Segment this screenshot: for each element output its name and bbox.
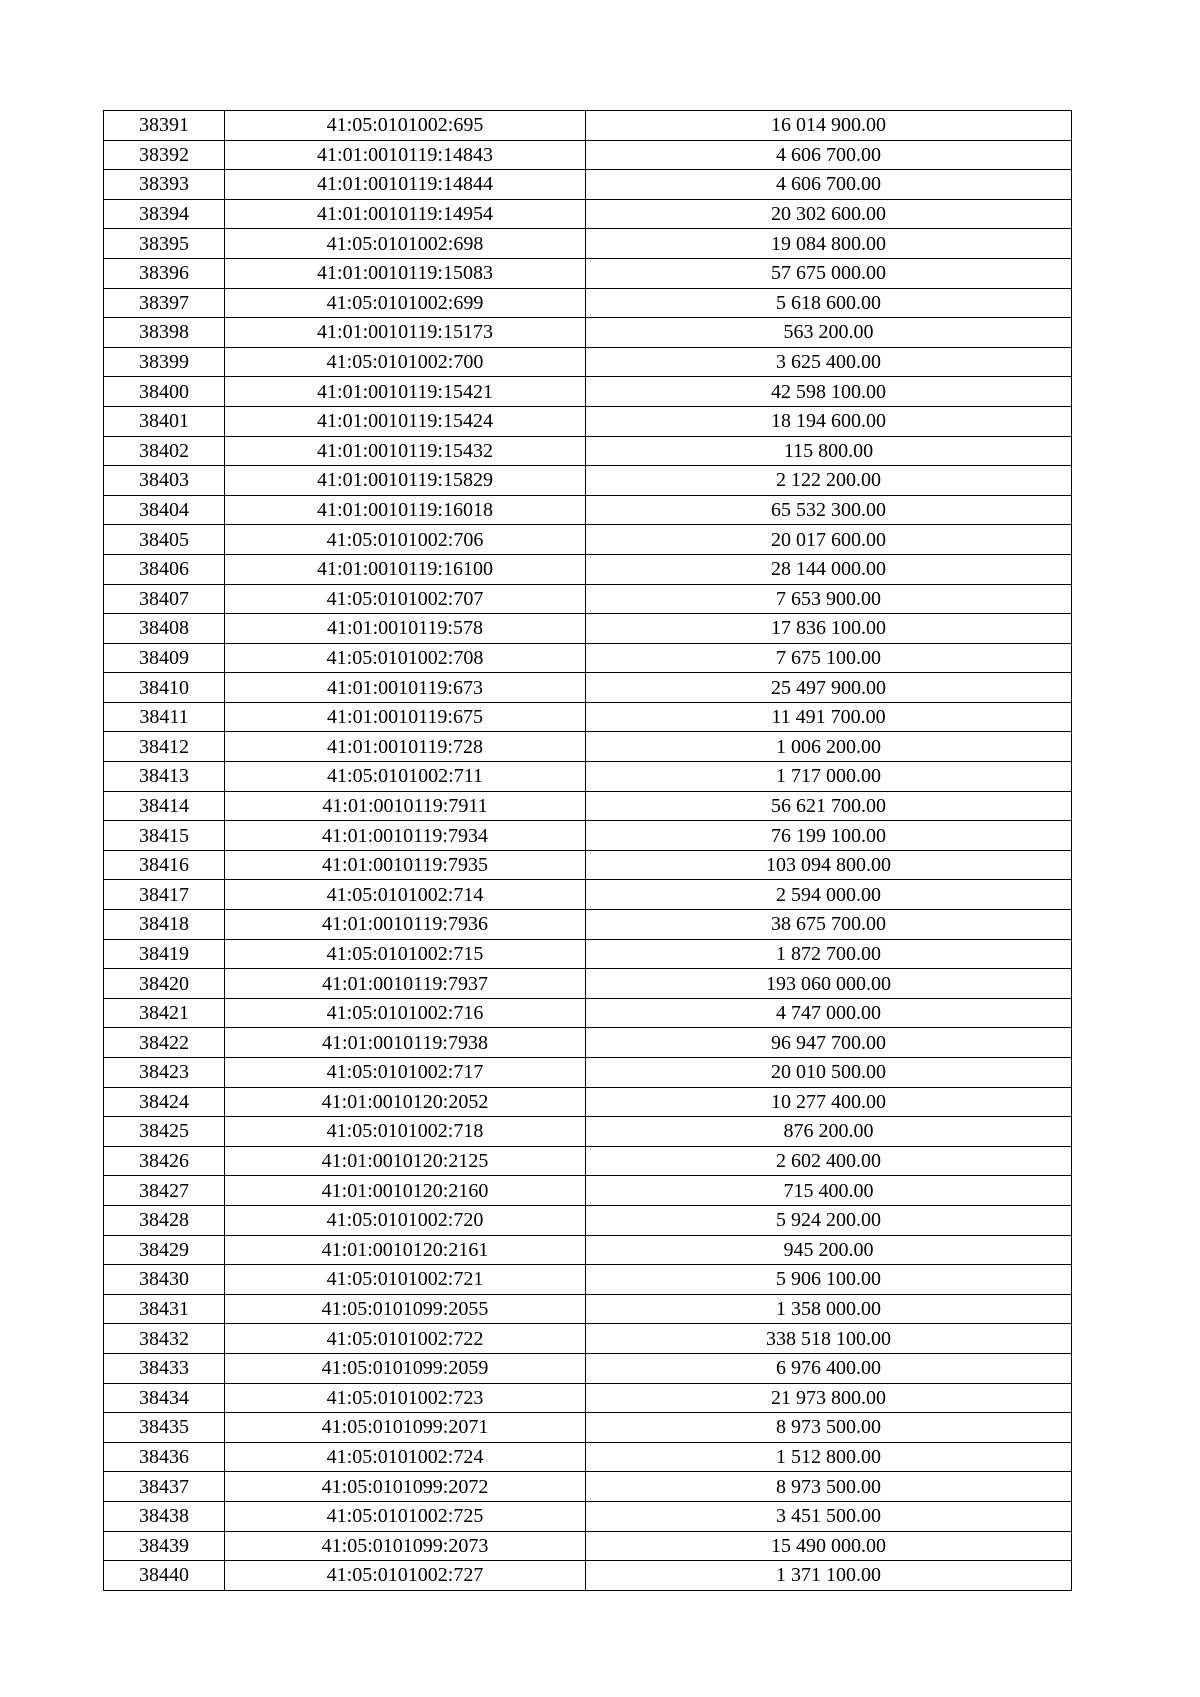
row-number-cell: 38428: [104, 1205, 225, 1235]
cadastral-value-cell: 338 518 100.00: [586, 1324, 1072, 1354]
cadastral-value-cell: 2 594 000.00: [586, 880, 1072, 910]
cadastral-value-cell: 16 014 900.00: [586, 111, 1072, 141]
cadastral-number-cell: 41:01:0010119:15421: [225, 377, 586, 407]
cadastral-value-cell: 38 675 700.00: [586, 910, 1072, 940]
cadastral-value-cell: 15 490 000.00: [586, 1531, 1072, 1561]
table-row: [104, 466, 1072, 496]
row-number-cell: 38425: [104, 1117, 225, 1147]
cadastral-value-cell: 115 800.00: [586, 436, 1072, 466]
cadastral-value-cell: 57 675 000.00: [586, 258, 1072, 288]
cadastral-number-cell: 41:01:0010119:15173: [225, 318, 586, 348]
table-row: [104, 1294, 1072, 1324]
cadastral-value-cell: 8 973 500.00: [586, 1413, 1072, 1443]
cadastral-value-cell: 7 653 900.00: [586, 584, 1072, 614]
row-number-cell: 38402: [104, 436, 225, 466]
cadastral-value-cell: 3 451 500.00: [586, 1501, 1072, 1531]
row-number-cell: 38437: [104, 1472, 225, 1502]
cadastral-value-cell: 56 621 700.00: [586, 791, 1072, 821]
cadastral-number-cell: 41:01:0010119:15083: [225, 258, 586, 288]
row-number-cell: 38409: [104, 643, 225, 673]
table-row: [104, 377, 1072, 407]
cadastral-number-cell: 41:01:0010119:7937: [225, 969, 586, 999]
cadastral-number-cell: 41:01:0010120:2052: [225, 1087, 586, 1117]
table-row: [104, 910, 1072, 940]
cadastral-value-cell: 8 973 500.00: [586, 1472, 1072, 1502]
cadastral-value-cell: 65 532 300.00: [586, 495, 1072, 525]
cadastral-number-cell: 41:01:0010119:675: [225, 702, 586, 732]
row-number-cell: 38412: [104, 732, 225, 762]
table-row: [104, 673, 1072, 703]
cadastral-number-cell: 41:05:0101002:708: [225, 643, 586, 673]
cadastral-number-cell: 41:05:0101002:720: [225, 1205, 586, 1235]
cadastral-value-cell: 42 598 100.00: [586, 377, 1072, 407]
cadastral-value-cell: 11 491 700.00: [586, 702, 1072, 732]
table-row: [104, 969, 1072, 999]
cadastral-number-cell: 41:05:0101002:718: [225, 1117, 586, 1147]
row-number-cell: 38416: [104, 850, 225, 880]
row-number-cell: 38436: [104, 1442, 225, 1472]
cadastral-number-cell: 41:05:0101002:727: [225, 1561, 586, 1591]
table-row: [104, 1176, 1072, 1206]
table-row: [104, 1472, 1072, 1502]
row-number-cell: 38440: [104, 1561, 225, 1591]
row-number-cell: 38414: [104, 791, 225, 821]
cadastral-number-cell: 41:01:0010119:15424: [225, 406, 586, 436]
cadastral-number-cell: 41:01:0010119:673: [225, 673, 586, 703]
cadastral-number-cell: 41:01:0010119:15432: [225, 436, 586, 466]
table-row: [104, 643, 1072, 673]
table-row: [104, 614, 1072, 644]
table-row: [104, 1324, 1072, 1354]
cadastral-number-cell: 41:05:0101002:715: [225, 939, 586, 969]
row-number-cell: 38422: [104, 1028, 225, 1058]
table-row: [104, 1265, 1072, 1295]
cadastral-value-cell: 5 924 200.00: [586, 1205, 1072, 1235]
row-number-cell: 38396: [104, 258, 225, 288]
row-number-cell: 38423: [104, 1058, 225, 1088]
table-row: [104, 258, 1072, 288]
table-row: [104, 762, 1072, 792]
row-number-cell: 38411: [104, 702, 225, 732]
row-number-cell: 38408: [104, 614, 225, 644]
table-row: [104, 1205, 1072, 1235]
cadastral-value-cell: 19 084 800.00: [586, 229, 1072, 259]
cadastral-value-cell: 6 976 400.00: [586, 1353, 1072, 1383]
row-number-cell: 38418: [104, 910, 225, 940]
cadastral-number-cell: 41:01:0010120:2161: [225, 1235, 586, 1265]
cadastral-value-cell: 7 675 100.00: [586, 643, 1072, 673]
row-number-cell: 38398: [104, 318, 225, 348]
cadastral-number-cell: 41:01:0010119:578: [225, 614, 586, 644]
table-row: [104, 1413, 1072, 1443]
cadastral-value-cell: 1 512 800.00: [586, 1442, 1072, 1472]
row-number-cell: 38433: [104, 1353, 225, 1383]
row-number-cell: 38406: [104, 554, 225, 584]
table-row: [104, 1383, 1072, 1413]
row-number-cell: 38401: [104, 406, 225, 436]
cadastral-number-cell: 41:01:0010119:15829: [225, 466, 586, 496]
table-row: [104, 1235, 1072, 1265]
row-number-cell: 38439: [104, 1531, 225, 1561]
cadastral-value-table: [103, 110, 1072, 1591]
table-row: [104, 170, 1072, 200]
cadastral-number-cell: 41:05:0101002:695: [225, 111, 586, 141]
row-number-cell: 38410: [104, 673, 225, 703]
table-row: [104, 140, 1072, 170]
cadastral-value-cell: 1 358 000.00: [586, 1294, 1072, 1324]
table-row: [104, 436, 1072, 466]
cadastral-number-cell: 41:05:0101002:722: [225, 1324, 586, 1354]
row-number-cell: 38415: [104, 821, 225, 851]
cadastral-value-cell: 3 625 400.00: [586, 347, 1072, 377]
table-row: [104, 702, 1072, 732]
table-row: [104, 939, 1072, 969]
row-number-cell: 38404: [104, 495, 225, 525]
table-row: [104, 525, 1072, 555]
row-number-cell: 38407: [104, 584, 225, 614]
cadastral-value-cell: 17 836 100.00: [586, 614, 1072, 644]
row-number-cell: 38420: [104, 969, 225, 999]
cadastral-number-cell: 41:01:0010119:16018: [225, 495, 586, 525]
table-row: [104, 1058, 1072, 1088]
table-row: [104, 1442, 1072, 1472]
row-number-cell: 38427: [104, 1176, 225, 1206]
cadastral-value-cell: 1 717 000.00: [586, 762, 1072, 792]
table-row: [104, 1087, 1072, 1117]
cadastral-number-cell: 41:05:0101002:714: [225, 880, 586, 910]
cadastral-value-cell: 1 872 700.00: [586, 939, 1072, 969]
row-number-cell: 38430: [104, 1265, 225, 1295]
row-number-cell: 38421: [104, 998, 225, 1028]
cadastral-number-cell: 41:05:0101002:700: [225, 347, 586, 377]
row-number-cell: 38394: [104, 199, 225, 229]
cadastral-number-cell: 41:05:0101002:725: [225, 1501, 586, 1531]
table-row: [104, 495, 1072, 525]
cadastral-number-cell: 41:01:0010119:7938: [225, 1028, 586, 1058]
cadastral-number-cell: 41:05:0101099:2071: [225, 1413, 586, 1443]
cadastral-number-cell: 41:01:0010119:16100: [225, 554, 586, 584]
cadastral-number-cell: 41:05:0101002:707: [225, 584, 586, 614]
cadastral-number-cell: 41:01:0010120:2125: [225, 1146, 586, 1176]
cadastral-number-cell: 41:05:0101002:711: [225, 762, 586, 792]
cadastral-value-cell: 4 747 000.00: [586, 998, 1072, 1028]
row-number-cell: 38397: [104, 288, 225, 318]
row-number-cell: 38419: [104, 939, 225, 969]
cadastral-value-cell: 18 194 600.00: [586, 406, 1072, 436]
cadastral-value-cell: 5 618 600.00: [586, 288, 1072, 318]
cadastral-number-cell: 41:05:0101099:2072: [225, 1472, 586, 1502]
cadastral-number-cell: 41:01:0010119:7936: [225, 910, 586, 940]
row-number-cell: 38426: [104, 1146, 225, 1176]
cadastral-value-cell: 876 200.00: [586, 1117, 1072, 1147]
cadastral-value-cell: 715 400.00: [586, 1176, 1072, 1206]
table-row: [104, 554, 1072, 584]
cadastral-value-cell: 1 371 100.00: [586, 1561, 1072, 1591]
cadastral-value-cell: 103 094 800.00: [586, 850, 1072, 880]
table-row: [104, 288, 1072, 318]
table-row: [104, 199, 1072, 229]
table-row: [104, 229, 1072, 259]
cadastral-number-cell: 41:05:0101099:2059: [225, 1353, 586, 1383]
row-number-cell: 38424: [104, 1087, 225, 1117]
table-body: [104, 111, 1072, 1591]
table-row: [104, 850, 1072, 880]
table-row: [104, 347, 1072, 377]
row-number-cell: 38399: [104, 347, 225, 377]
cadastral-number-cell: 41:05:0101099:2073: [225, 1531, 586, 1561]
cadastral-value-cell: 2 122 200.00: [586, 466, 1072, 496]
table-row: [104, 1028, 1072, 1058]
row-number-cell: 38395: [104, 229, 225, 259]
cadastral-number-cell: 41:05:0101002:717: [225, 1058, 586, 1088]
row-number-cell: 38432: [104, 1324, 225, 1354]
cadastral-number-cell: 41:05:0101002:698: [225, 229, 586, 259]
cadastral-value-cell: 2 602 400.00: [586, 1146, 1072, 1176]
cadastral-number-cell: 41:01:0010119:14843: [225, 140, 586, 170]
table-row: [104, 1561, 1072, 1591]
row-number-cell: 38429: [104, 1235, 225, 1265]
cadastral-value-cell: 563 200.00: [586, 318, 1072, 348]
cadastral-value-cell: 25 497 900.00: [586, 673, 1072, 703]
cadastral-number-cell: 41:05:0101002:716: [225, 998, 586, 1028]
table-row: [104, 111, 1072, 141]
row-number-cell: 38400: [104, 377, 225, 407]
row-number-cell: 38392: [104, 140, 225, 170]
cadastral-value-cell: 96 947 700.00: [586, 1028, 1072, 1058]
cadastral-number-cell: 41:01:0010120:2160: [225, 1176, 586, 1206]
cadastral-value-cell: 5 906 100.00: [586, 1265, 1072, 1295]
row-number-cell: 38434: [104, 1383, 225, 1413]
table-row: [104, 1353, 1072, 1383]
table-row: [104, 880, 1072, 910]
row-number-cell: 38413: [104, 762, 225, 792]
row-number-cell: 38438: [104, 1501, 225, 1531]
cadastral-number-cell: 41:05:0101002:724: [225, 1442, 586, 1472]
cadastral-value-cell: 10 277 400.00: [586, 1087, 1072, 1117]
cadastral-number-cell: 41:05:0101002:723: [225, 1383, 586, 1413]
cadastral-value-cell: 4 606 700.00: [586, 140, 1072, 170]
cadastral-value-cell: 193 060 000.00: [586, 969, 1072, 999]
table-row: [104, 1146, 1072, 1176]
cadastral-value-cell: 4 606 700.00: [586, 170, 1072, 200]
cadastral-value-cell: 76 199 100.00: [586, 821, 1072, 851]
table-row: [104, 1531, 1072, 1561]
row-number-cell: 38391: [104, 111, 225, 141]
cadastral-number-cell: 41:05:0101002:699: [225, 288, 586, 318]
row-number-cell: 38393: [104, 170, 225, 200]
row-number-cell: 38405: [104, 525, 225, 555]
cadastral-value-cell: 1 006 200.00: [586, 732, 1072, 762]
table-row: [104, 1501, 1072, 1531]
cadastral-number-cell: 41:01:0010119:728: [225, 732, 586, 762]
cadastral-number-cell: 41:05:0101002:721: [225, 1265, 586, 1295]
table-row: [104, 791, 1072, 821]
row-number-cell: 38417: [104, 880, 225, 910]
table-row: [104, 821, 1072, 851]
table-row: [104, 406, 1072, 436]
cadastral-value-cell: 20 017 600.00: [586, 525, 1072, 555]
cadastral-value-cell: 21 973 800.00: [586, 1383, 1072, 1413]
table-row: [104, 318, 1072, 348]
cadastral-number-cell: 41:01:0010119:7935: [225, 850, 586, 880]
table-row: [104, 998, 1072, 1028]
row-number-cell: 38403: [104, 466, 225, 496]
cadastral-number-cell: 41:01:0010119:7911: [225, 791, 586, 821]
cadastral-number-cell: 41:01:0010119:14954: [225, 199, 586, 229]
table-row: [104, 732, 1072, 762]
row-number-cell: 38435: [104, 1413, 225, 1443]
cadastral-number-cell: 41:01:0010119:14844: [225, 170, 586, 200]
cadastral-value-cell: 28 144 000.00: [586, 554, 1072, 584]
cadastral-value-cell: 20 010 500.00: [586, 1058, 1072, 1088]
table-row: [104, 584, 1072, 614]
cadastral-value-cell: 20 302 600.00: [586, 199, 1072, 229]
row-number-cell: 38431: [104, 1294, 225, 1324]
cadastral-value-cell: 945 200.00: [586, 1235, 1072, 1265]
cadastral-number-cell: 41:05:0101002:706: [225, 525, 586, 555]
cadastral-number-cell: 41:05:0101099:2055: [225, 1294, 586, 1324]
table-row: [104, 1117, 1072, 1147]
cadastral-number-cell: 41:01:0010119:7934: [225, 821, 586, 851]
